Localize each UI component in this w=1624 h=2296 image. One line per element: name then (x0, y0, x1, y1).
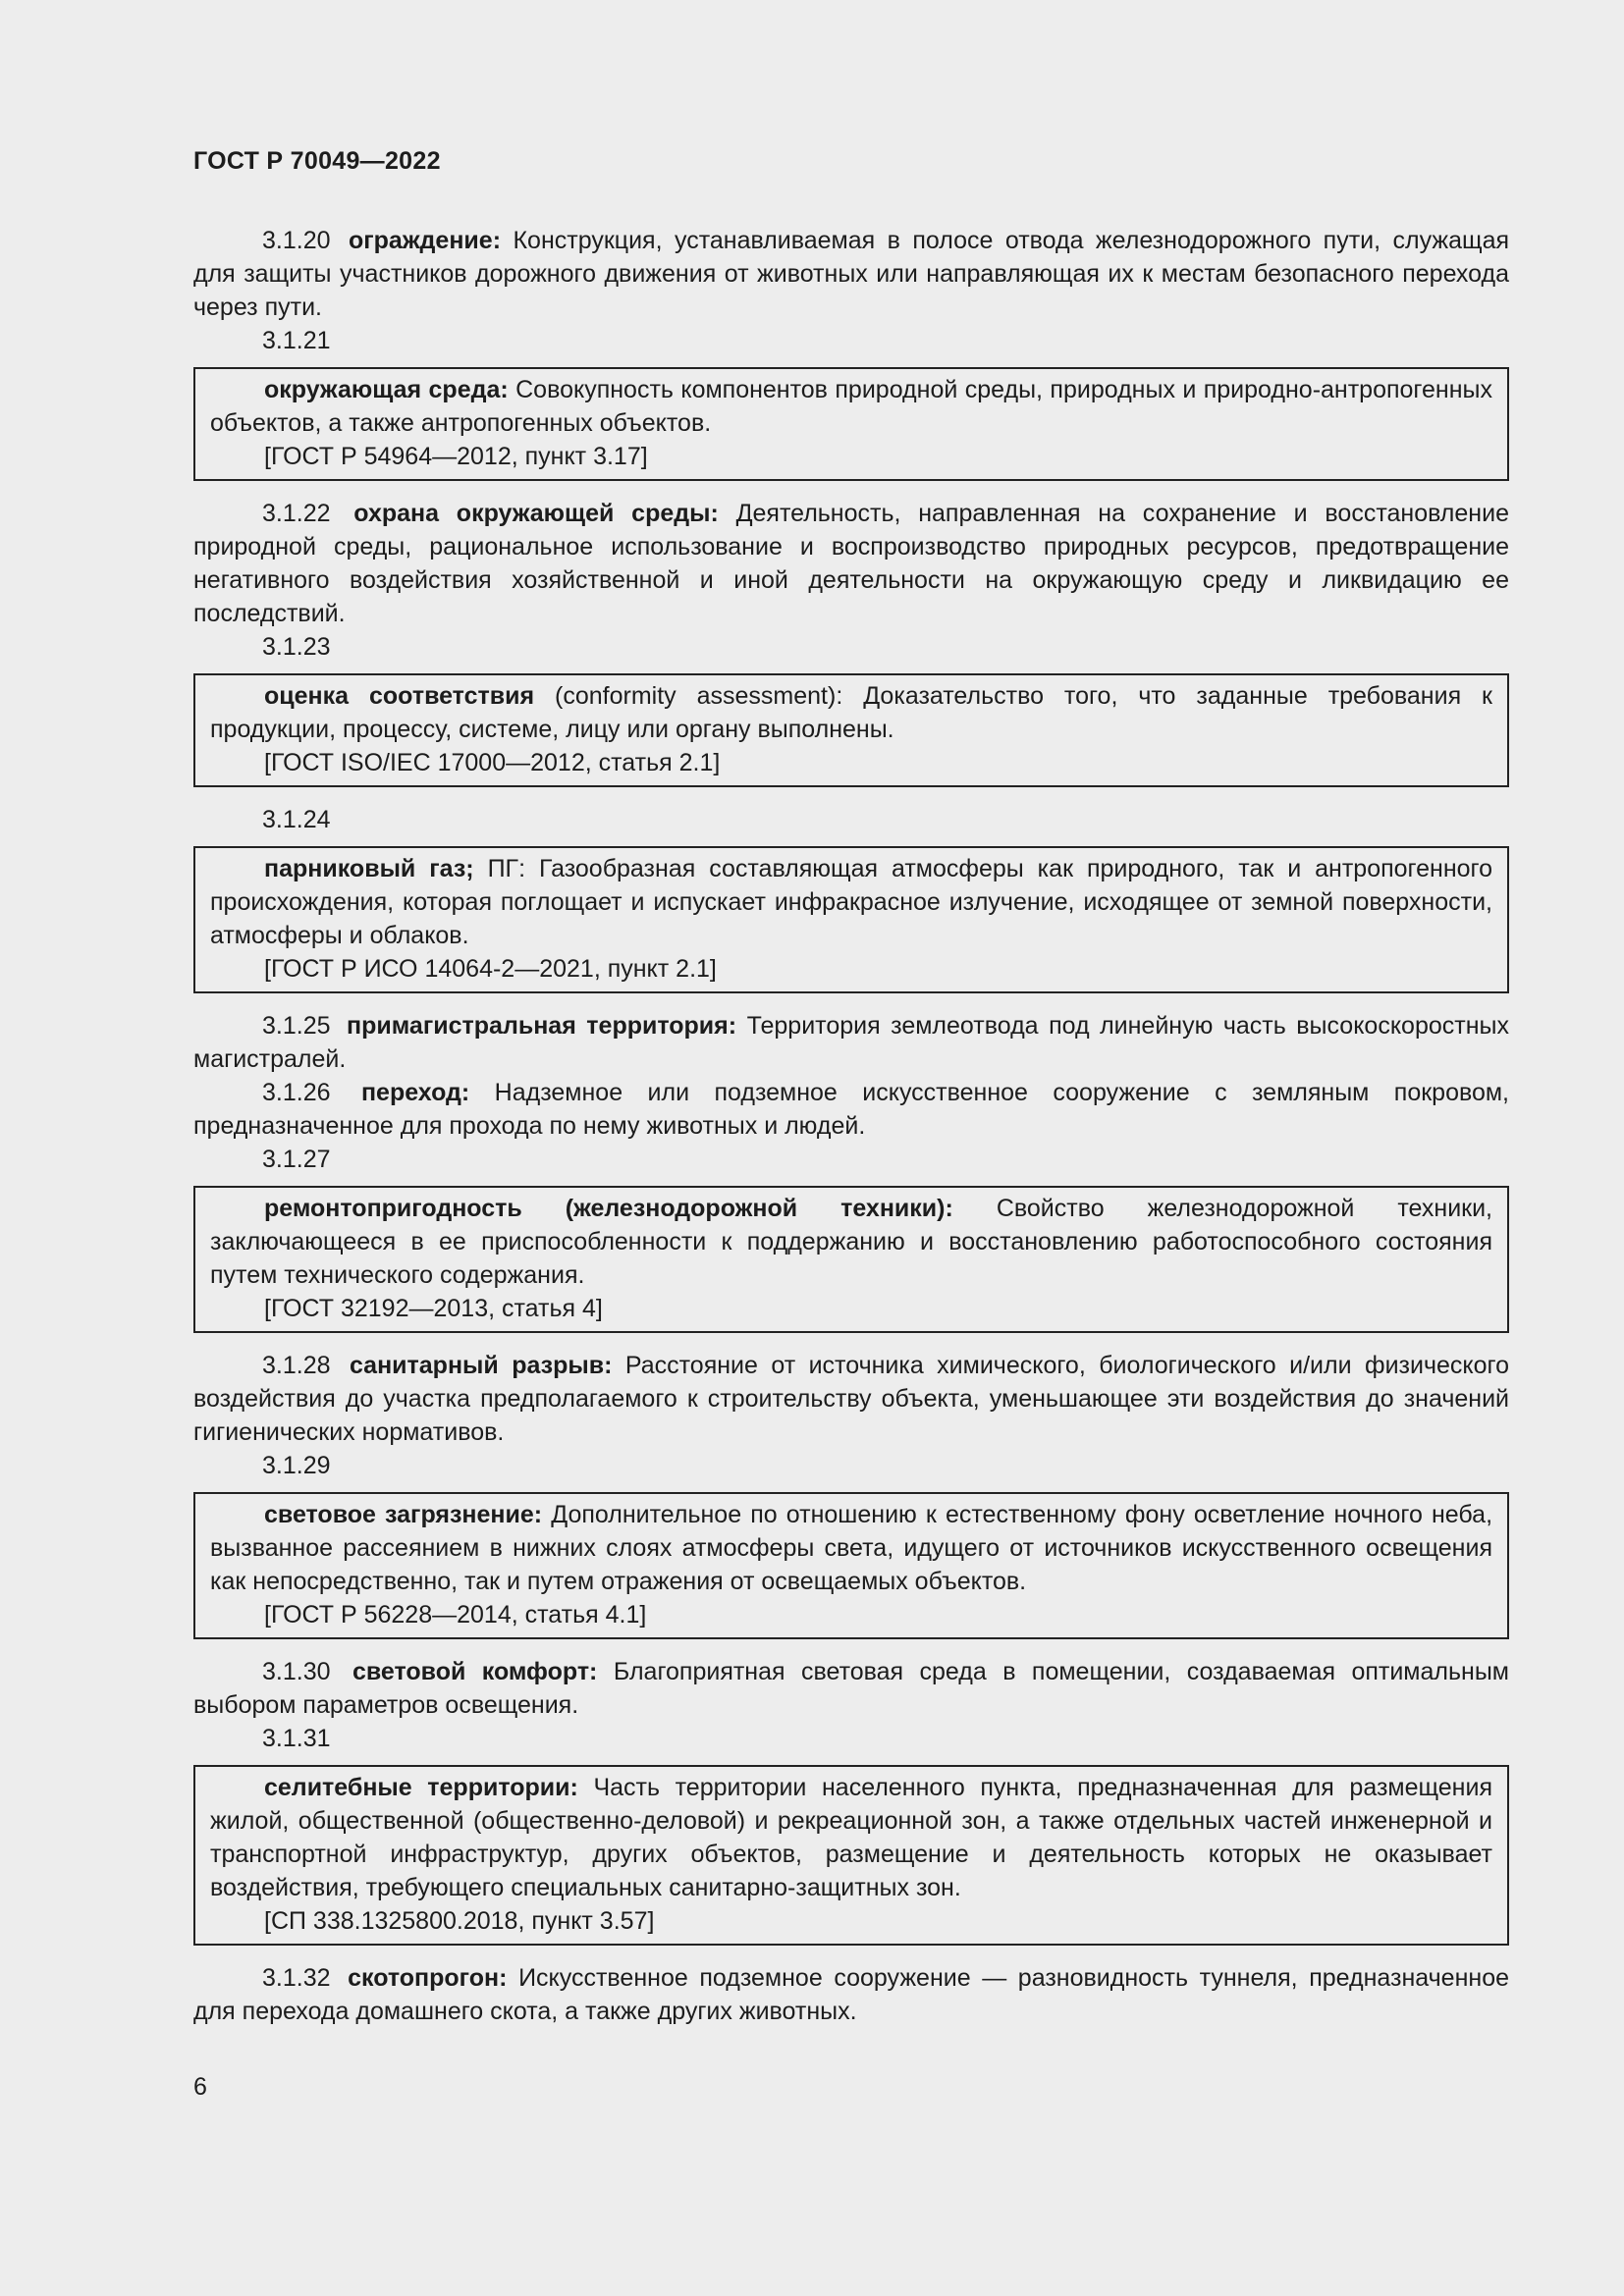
definition-text: Часть территории населенного пункта, предназначенная для размещения жилой, общественной (общественно-деловой) и рекреационной зон, а также отдельных частей инженерной и транспортной инфраструктур, других объектов, размещение и деятельность которых не оказывает воздействия, требующего специальных санитарно-защитных зон. (210, 1774, 1492, 1901)
quoted-definition-box (193, 673, 1509, 787)
clause-number: 3.1.26 (262, 1079, 331, 1106)
definition-text: Дополнительное по отношению к естественному фону осветление ночного неба, вызванное рассеянием в нижних слоях атмосферы света, идущего от источников искусственного освещения как непосредственно, так и путем отражения от освещаемых объектов. (210, 1501, 1493, 1595)
source-reference: [ГОСТ Р ИСО 14064-2—2021, пункт 2.1] (264, 955, 717, 983)
definition-paragraph (193, 224, 1509, 324)
clause-number: 3.1.30 (262, 1658, 331, 1685)
page-number: 6 (193, 2073, 207, 2101)
source-reference: [ГОСТ 32192—2013, статья 4] (264, 1295, 603, 1322)
definition-text: Конструкция, устанавливаемая в полосе отвода железнодорожного пути, служащая для защиты участников дорожного движения от животных или направляющая их к местам безопасного перехода через пути. (193, 227, 1510, 321)
clause-number: 3.1.28 (262, 1352, 331, 1379)
definition-text: ПГ: Газообразная составляющая атмосферы как природного, так и антропогенного происхождения, которая поглощает и испускает инфракрасное излучение, исходящее от земной поверхности, атмосферы и облаков. (210, 855, 1493, 949)
definition-paragraph (210, 1192, 1492, 1292)
definition-text: Искусственное подземное сооружение — разновидность туннеля, предназначенное для перехода домашнего скота, а также других животных. (193, 1964, 1509, 2025)
clause-number: 3.1.20 (262, 227, 331, 254)
term: парниковый газ; (264, 855, 474, 882)
clause-number: 3.1.23 (262, 633, 331, 661)
clause-number: 3.1.21 (262, 327, 331, 354)
definition-text: Благоприятная световая среда в помещении, создаваемая оптимальным выбором параметров освещения. (193, 1658, 1509, 1719)
source-reference: [ГОСТ Р 54964—2012, пункт 3.17] (264, 443, 648, 470)
document-header: ГОСТ Р 70049—2022 (193, 147, 441, 175)
quoted-definition-box (193, 1186, 1509, 1333)
definition-paragraph (193, 1076, 1509, 1143)
term: ремонтопригодность (железнодорожной техники): (264, 1195, 953, 1222)
term: селитебные территории: (264, 1774, 578, 1801)
clause-number: 3.1.22 (262, 500, 331, 527)
definition-paragraph (210, 852, 1492, 952)
source-reference: [ГОСТ Р 56228—2014, статья 4.1] (264, 1601, 647, 1629)
definition-text: Надземное или подземное искусственное сооружение с земляным покровом, предназначенное для прохода по нему животных и людей. (193, 1079, 1510, 1140)
term: световое загрязнение: (264, 1501, 543, 1528)
definition-paragraph (193, 1009, 1509, 1076)
source-reference: [СП 338.1325800.2018, пункт 3.57] (264, 1907, 655, 1935)
definition-text: Совокупность компонентов природной среды, природных и природно-антропогенных объектов, а также антропогенных объектов. (210, 376, 1492, 437)
term: переход: (360, 1079, 470, 1106)
definition-text: Свойство железнодорожной техники, заключающееся в ее приспособленности к поддержанию и восстановлению работоспособного состояния путем технического содержания. (210, 1195, 1493, 1289)
term: ограждение: (348, 227, 502, 254)
term: скотопрогон: (348, 1964, 508, 1992)
term: оценка соответствия (264, 682, 535, 710)
quoted-definition-box (193, 1492, 1509, 1639)
definition-paragraph (193, 497, 1509, 630)
quoted-definition-box (193, 367, 1509, 481)
definition-paragraph (193, 1655, 1509, 1722)
definition-text: Территория землеотвода под линейную часть высокоскоростных магистралей. (193, 1012, 1509, 1073)
definition-paragraph (210, 373, 1492, 440)
clause-number: 3.1.24 (262, 806, 331, 833)
definition-paragraph (210, 679, 1492, 746)
definition-paragraph (193, 1349, 1509, 1449)
clause-number: 3.1.29 (262, 1452, 331, 1479)
clause-number: 3.1.32 (262, 1964, 331, 1992)
definition-text: (conformity assessment): Доказательство того, что заданные требования к продукции, процессу, системе, лицу или органу выполнены. (210, 682, 1492, 743)
definition-text: Деятельность, направленная на сохранение и восстановление природной среды, рациональное использование и воспроизводство природных ресурсов, предотвращение негативного воздействия хозяйственной и иной деятельности на окружающую среду и ликвидацию ее последствий. (193, 500, 1509, 627)
definition-paragraph (210, 1771, 1492, 1904)
term: окружающая среда: (264, 376, 509, 403)
quoted-definition-box (193, 1765, 1509, 1946)
definition-paragraph (210, 1498, 1492, 1598)
definition-paragraph (193, 1961, 1509, 2028)
clause-number: 3.1.25 (262, 1012, 331, 1040)
term: охрана окружающей среды: (353, 500, 719, 527)
document-body (193, 224, 1509, 2028)
clause-number: 3.1.31 (262, 1725, 331, 1752)
term: санитарный разрыв: (349, 1352, 613, 1379)
clause-number: 3.1.27 (262, 1146, 331, 1173)
term: примагистральная территория: (347, 1012, 737, 1040)
term: световой комфорт: (352, 1658, 598, 1685)
quoted-definition-box (193, 846, 1509, 993)
source-reference: [ГОСТ ISO/IEC 17000—2012, статья 2.1] (264, 749, 721, 776)
definition-text: Расстояние от источника химического, биологического и/или физического воздействия до участка предполагаемого к строительству объекта, уменьшающее эти воздействия до значений гигиенических нормативов. (193, 1352, 1509, 1446)
